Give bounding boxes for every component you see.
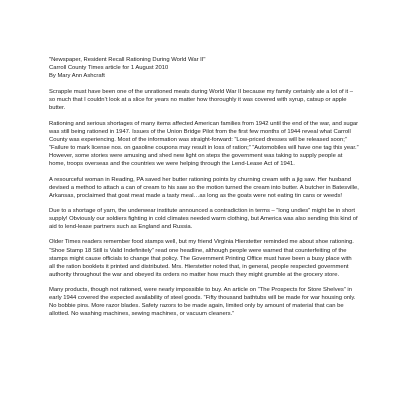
paragraph-store-shelves: Many products, though not rationed, were nearly impossible to buy. An article on “The Prospects for Store Shelves” in early 1944 covered the expected availability of steel goods. “Fifty thousand bathtubs will be made for war housing only. No bobbie pins. More razor blades. Safety razors to be made again, limited only by amount of material that can be allotted. No washing machines, sewing machines, or vacuum cleaners.” (49, 287, 356, 318)
article-header (49, 56, 359, 80)
paragraph-shoe-rationing: Older Times readers remember food stamps well, but my friend Virginia Hierstetter reminded me about shoe rationing. “Shoe Stamp 18 Still is Valid Indefinitely” read one headline, although people were warned that counterfeiting of the stamps might cause officials to change that policy. The Government Printing Office must have been a busy place with all the ration booklets it printed and distributed. Mrs. Hierstetter noted that, in general, people respected government authority throughout the war and obeyed its orders no matter how much they might grumble at the grocery store. (49, 239, 354, 278)
paragraph-scrapple: Scrapple must have been one of the unrationed meats during World War II because my family certainly ate a lot of it – so much that I couldn’t look at a slice for years no matter how thoroughly it was covered with syrup, catsup or apple butter. (49, 89, 354, 112)
paragraph-long-undies: Due to a shortage of yarn, the underwear institute announced a contradiction in terms – “long undies” might be in short supply! Obviously our soldiers fighting in cold climates needed warm clothing, but America was also sending this kind of aid to lend-lease partners such as England and Russia. (49, 207, 358, 231)
publication-line: Carroll County Times article for 1 August 2010 (49, 65, 169, 72)
paragraph-rationing-shortages: Rationing and serious shortages of many items affected American families from 1942 until the end of the war, and sugar was still being rationed in 1947. Issues of the Union Bridge Pilot from the first few months of 1944 reveal what Carroll County was experiencing. Most of the information was straight-forward: “Low-priced dresses will be released soon;” “Failure to mark license nos. on gasoline coupons may result in loss of ration;” “Automobiles will have one tag this year.” However, some stories were amusing and shed new light on steps the government was taking to supply people at home, troops overseas and the countries we were helping through the Lend-Lease Act of 1941. (49, 120, 359, 168)
paragraph-butter-churning: A resourceful woman in Reading, PA saved her butter rationing points by churning cream with a jig saw. Her husband devised a method to attach a can of cream to his saw so the motion turned the cream into butter. A butcher in Batesville, Arkansas, proclaimed that goat meat made a tasty meal…as long as the goats were not eating tin cans or weeds! (49, 176, 359, 199)
byline: By Mary Ann Ashcraft (49, 73, 105, 80)
article-content (49, 56, 359, 326)
article-title: "Newspaper, Resident Recall Rationing During World War II" (49, 57, 206, 63)
